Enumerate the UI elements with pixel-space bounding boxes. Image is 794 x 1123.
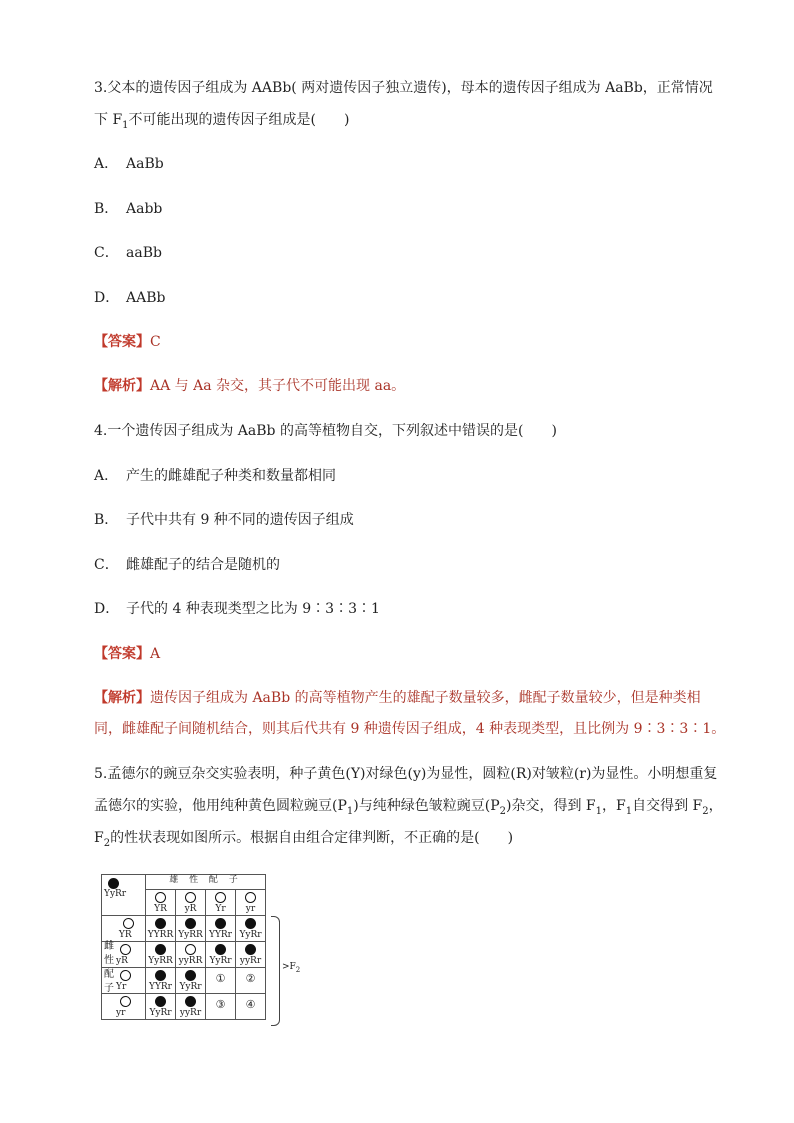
q3-analysis: 【解析】AA 与 Aa 杂交，其子代不可能出现 aa。 bbox=[94, 378, 406, 394]
q4-answer: 【答案】A bbox=[94, 646, 161, 662]
punnett-cell: ③ bbox=[206, 994, 236, 1020]
punnett-cell: YyRr bbox=[206, 942, 236, 968]
col-gamete: yr bbox=[236, 890, 266, 916]
parent-dot bbox=[108, 878, 119, 889]
punnett-cell: YyRR bbox=[176, 916, 206, 942]
q4-option-a: A． 产生的雌雄配子种类和数量都相同 bbox=[94, 468, 336, 484]
punnett-cell: ① bbox=[206, 968, 236, 994]
q4-analysis-line1: 【解析】遗传因子组成为 AaBb 的高等植物产生的雄配子数量较多，雌配子数量较少，但是种类相 bbox=[94, 690, 701, 706]
q3-option-c: C． aaBb bbox=[94, 245, 162, 261]
row-header: yR bbox=[102, 942, 146, 968]
q3-option-d: D． AABb bbox=[94, 290, 166, 306]
punnett-square-figure bbox=[101, 874, 281, 1026]
row-header: yr bbox=[102, 994, 146, 1020]
q4-option-c: C． 雌雄配子的结合是随机的 bbox=[94, 557, 280, 573]
punnett-cell: yyRr bbox=[176, 994, 206, 1020]
punnett-cell: YYRr bbox=[206, 916, 236, 942]
col-gamete: yR bbox=[176, 890, 206, 916]
q3-option-a: A． AaBb bbox=[94, 156, 164, 172]
q4-option-d: D． 子代的 4 种表现类型之比为 9∶3∶3∶1 bbox=[94, 601, 380, 617]
q3-option-b: B． Aabb bbox=[94, 201, 163, 217]
punnett-cell: ② bbox=[236, 968, 266, 994]
punnett-cell: yyRR bbox=[176, 942, 206, 968]
col-gamete: YR bbox=[146, 890, 176, 916]
q3-stem-line1: 3.父本的遗传因子组成为 AABb( 两对遗传因子独立遗传)，母本的遗传因子组成为 AaBb，正常情况 bbox=[94, 80, 713, 96]
punnett-cell: yyRr bbox=[236, 942, 266, 968]
q5-stem-line2: 孟德尔的实验，他用纯种黄色圆粒豌豆$(P_1)$与纯种绿色皱粒豌豆$(P_2)$杂交，得到 $F_1$，$F_1$自交得到 $F_2$， bbox=[94, 798, 723, 817]
row-header: Yr bbox=[102, 968, 146, 994]
male-gametes-header: 雄 性 配 子 bbox=[146, 875, 266, 890]
q4-analysis-line2: 同，雌雄配子间随机结合，则其后代共有 9 种遗传因子组成，4 种表现类型，且比例为 9∶3∶3∶1。 bbox=[94, 721, 726, 737]
punnett-grid bbox=[101, 874, 266, 1020]
punnett-cell: ④ bbox=[236, 994, 266, 1020]
punnett-cell: YyRr bbox=[146, 994, 176, 1020]
punnett-cell: YYRR bbox=[146, 916, 176, 942]
f2-label: $>F_2$ bbox=[282, 962, 301, 974]
punnett-cell: YyRr bbox=[176, 968, 206, 994]
female-gametes-label: 雌性配子 bbox=[104, 941, 114, 994]
punnett-cell: YyRR bbox=[146, 942, 176, 968]
q4-option-b: B． 子代中共有 9 种不同的遗传因子组成 bbox=[94, 512, 354, 528]
corner-genotype: YyRr bbox=[104, 889, 127, 899]
punnett-cell: YyRr bbox=[236, 916, 266, 942]
row-header: YR bbox=[102, 916, 146, 942]
f2-brace bbox=[271, 916, 280, 1026]
q3-stem-line2: 下 $F_1$不可能出现的遗传因子组成是( ) bbox=[94, 112, 350, 131]
punnett-cell: YYRr bbox=[146, 968, 176, 994]
q5-stem-line1: 5.孟德尔的豌豆杂交实验表明，种子黄色(Y)对绿色(y)为显性，圆粒(R)对皱粒(r)为显性。小明想重复 bbox=[94, 766, 718, 782]
q5-stem-line3: $F_2$的性状表现如图所示。根据自由组合定律判断，不正确的是( ) bbox=[94, 830, 514, 849]
q3-answer: 【答案】C bbox=[94, 334, 161, 350]
q4-stem: 4.一个遗传因子组成为 AaBb 的高等植物自交，下列叙述中错误的是( ) bbox=[94, 423, 557, 439]
col-gamete: Yr bbox=[206, 890, 236, 916]
punnett-corner bbox=[102, 875, 146, 916]
